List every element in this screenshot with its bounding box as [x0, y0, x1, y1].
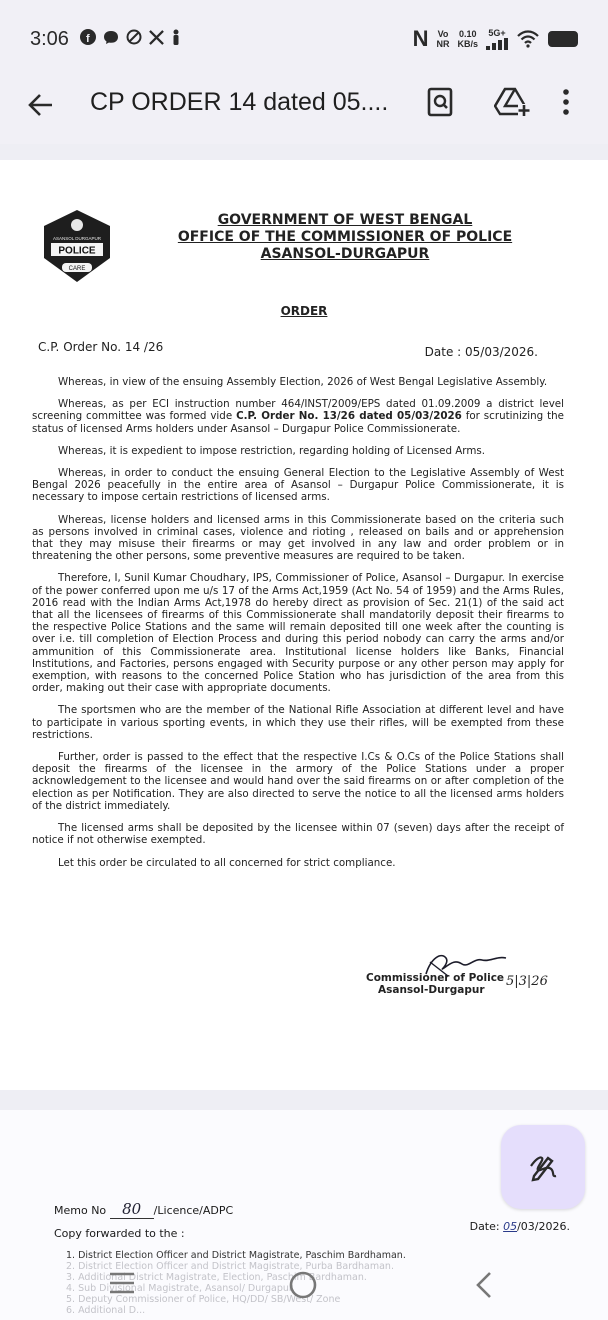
memo-date: Date: 05/03/2026. [469, 1220, 570, 1233]
memo-suffix: /Licence/ADPC [153, 1204, 234, 1217]
memo-prefix: Memo No [54, 1204, 107, 1217]
letterhead-line3: ASANSOL-DURGAPUR [260, 246, 430, 262]
recents-icon [108, 1270, 136, 1296]
annotate-button[interactable] [501, 1125, 585, 1209]
emblem-top-text: ASANSOL DURGAPUR [52, 236, 102, 241]
speed-value: 0.10 [458, 29, 477, 39]
signal-icon [486, 38, 508, 50]
paragraph-1: Whereas, in view of the ensuing Assembly Election, 2026 of West Bengal Legislative Assembly. [58, 376, 548, 388]
signatory-title: Commissioner of Police [366, 972, 505, 984]
facebook-icon [80, 29, 96, 45]
paragraph-4: Whereas, in order to conduct the ensuing General Election to the Legislative Assembly of West Bengal 2026 peacefully in the entire area of Asansol – Durgapur Police Commissionerate, it is necessary to impose certain restrictions of licensed arms. [32, 467, 564, 504]
recipient-item: 5. Deputy Commissioner of Police, HQ/DD/ SB/West/ Zone [66, 1294, 341, 1305]
status-time: 3:06 [30, 28, 69, 50]
recipient-item: 6. Additional D... [66, 1305, 146, 1316]
nr-label: NR [436, 39, 450, 49]
order-date: Date : 05/03/2026. [424, 345, 538, 359]
paragraph-9: The licensed arms shall be deposited by the licensee within 07 (seven) days after the receipt of notice if not otherwise exempted. [32, 822, 564, 847]
back-nav-icon [474, 1270, 494, 1300]
search-document-icon [424, 86, 456, 118]
paragraph-6: Therefore, I, Sunil Kumar Choudhary, IPS, Commissioner of Police, Asansol – Durgapur. In exercise of the power conferred upon me u/s 17 of the Arms Act,1959 (Act No. 54 of 1959) and the Arms Rules, 2016 read with the Indian Arms Act,1978 do hereby direct as provision of Sec. 21(1) of the said act that all the licensees of firearms of this Commissionerate shall mandatorily deposit their firearms to the respective Police Stations and the same will remain deposited till one week after the counting is over i.e. till completion of Election Process and during this period nobody can carry the arms and/or ammunition of this Commissionerate area. Institutional license holders like Banks, Financial Institutions, and Factories, persons engaged with Security purpose or any other person may apply for exemption, with reasons to the concerned Police Station who has jurisdiction of the area from this order, making out their case with appropriate documents. [32, 572, 564, 695]
notification-icons [80, 29, 181, 45]
paragraph-5: Whereas, license holders and licensed arms in this Commissionerate based on the criteria such as persons involved in criminal cases, violence and rioting , released on bails and or apprehension that they may misuse their firearms or may get involved in any law and order problem or in threatening the other persons, some preventive measures are required to be taken. [32, 513, 564, 563]
copy-forwarded: Copy forwarded to the : [54, 1227, 185, 1240]
status-bar [0, 0, 608, 78]
battery-icon [548, 31, 578, 47]
emblem-bottom-text: CARE [68, 266, 86, 272]
paragraph-10: Let this order be circulated to all concerned for strict compliance. [58, 856, 396, 869]
network-n-icon: N [412, 26, 429, 51]
order-number: C.P. Order No. 14 /26 [38, 340, 164, 354]
memo-number: 80 [110, 1200, 154, 1219]
signature-date: 5|3|26 [506, 974, 548, 989]
more-vert-icon [560, 86, 572, 118]
paragraph-7: The sportsmen who are the member of the National Rifle Association at different level and have to participate in various sporting events, in which they use their rifles, will be exempted from these restrictions. [32, 704, 564, 741]
document-title: CP ORDER 14 dated 05.... [90, 88, 389, 116]
back-nav-button[interactable] [474, 1270, 494, 1305]
svg-text:f: f [86, 33, 94, 45]
volte-indicator [436, 29, 449, 49]
system-nav-bar [0, 1262, 608, 1320]
memo-date-day: 05 [503, 1220, 518, 1233]
wifi-icon [516, 29, 540, 49]
emblem-main-text: POLICE [58, 245, 96, 257]
add-to-drive-button[interactable] [494, 86, 530, 122]
letterhead [160, 212, 530, 263]
x-icon [149, 30, 164, 45]
paragraph-3: Whereas, it is expedient to impose restriction, regarding holding of Licensed Arms. [58, 444, 486, 457]
letterhead-line1: GOVERNMENT OF WEST BENGAL [217, 212, 473, 228]
order-body [32, 376, 564, 879]
signatory-office: Asansol-Durgapur [378, 984, 485, 996]
letterhead-line2: OFFICE OF THE COMMISSIONER OF POLICE [177, 229, 513, 245]
status-right-icons [413, 26, 578, 52]
home-icon [288, 1270, 318, 1300]
person-icon [171, 29, 181, 45]
network-type: 5G+ [488, 28, 506, 38]
memo-line [54, 1200, 233, 1219]
speed-unit: KB/s [457, 39, 478, 49]
app-bar [0, 78, 608, 144]
signature-block [366, 972, 546, 996]
police-emblem [42, 208, 112, 284]
recipient-item: 3. Additional District Magistrate, Election, Paschim Bardhaman. [66, 1272, 367, 1283]
back-button[interactable] [28, 88, 54, 126]
edit-annotate-icon [526, 1150, 560, 1184]
signature-mark [386, 950, 526, 980]
order-heading: ORDER [280, 304, 328, 318]
vo-label: Vo [437, 29, 449, 39]
recipient-item: 2. District Election Officer and District Magistrate, Purba Bardhaman. [66, 1261, 394, 1272]
add-to-drive-icon [494, 86, 530, 118]
speed-indicator [457, 29, 478, 49]
paragraph-2-bold: C.P. Order No. 13/26 dated 05/03/2026 [236, 410, 462, 423]
recipient-item: 1. District Election Officer and District Magistrate, Paschim Bardhaman. [66, 1250, 406, 1261]
vpn-icon [126, 29, 142, 45]
paragraph-8: Further, order is passed to the effect that the respective I.Cs & O.Cs of the Police Stations shall deposit the firearms of the licensee in the armory of the Police Stations under a proper acknowledgement to the licensee and would hand over the said firearms on or after completion of the election as per Notification. They are also directed to serve the notice to all the licensed arms holders of the district immediately. [32, 751, 564, 812]
chat-icon [103, 29, 119, 45]
recents-button[interactable] [108, 1270, 136, 1301]
paragraph-2: Whereas, as per ECI instruction number 464/INST/2009/EPS dated 01.09.2009 a district level screening committee was formed vide C.P. Order No. 13/26 dated 05/03/2026 for scrutinizing the status of licensed Arms holders under Asansol – Durgapur Police Commissionerate. [32, 398, 564, 435]
search-document-button[interactable] [424, 86, 460, 122]
signal-indicator [486, 28, 508, 50]
more-options-button[interactable] [560, 86, 596, 122]
recipient-item: 4. Sub Divisional Magistrate, Asansol/ Durgapur. [66, 1283, 295, 1294]
home-button[interactable] [288, 1270, 318, 1305]
document-page[interactable] [0, 160, 608, 1090]
back-arrow-icon [28, 92, 54, 118]
